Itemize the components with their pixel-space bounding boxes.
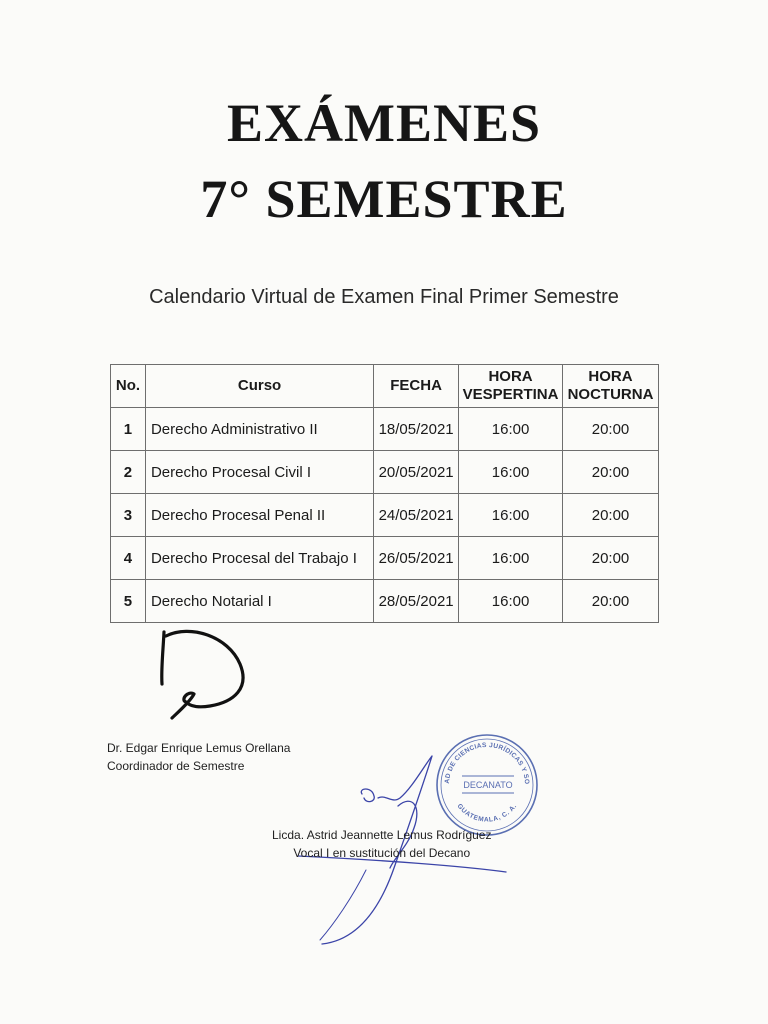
row-night-time: 20:00: [563, 537, 659, 580]
header-night-line2: NOCTURNA: [567, 386, 654, 403]
row-course: Derecho Procesal Civil I: [145, 451, 373, 494]
table-row: [111, 408, 659, 451]
table-header-row: [111, 365, 659, 408]
row-course: Derecho Procesal del Trabajo I: [145, 537, 373, 580]
row-date: 24/05/2021: [374, 494, 459, 537]
coordinator-signature: [150, 622, 260, 732]
row-number: 1: [111, 408, 146, 451]
table-row: [111, 494, 659, 537]
table-row: [111, 580, 659, 623]
header-no: No.: [111, 365, 146, 408]
row-date: 26/05/2021: [374, 537, 459, 580]
row-date: 28/05/2021: [374, 580, 459, 623]
title-line-2: 7° SEMESTRE: [200, 169, 568, 229]
header-night-time: [563, 365, 659, 408]
row-evening-time: 16:00: [459, 580, 563, 623]
row-evening-time: 16:00: [459, 494, 563, 537]
row-number: 5: [111, 580, 146, 623]
row-night-time: 20:00: [563, 580, 659, 623]
row-course: Derecho Procesal Penal II: [145, 494, 373, 537]
coordinator-title: Coordinador de Semestre: [107, 759, 245, 773]
document-subtitle: Calendario Virtual de Examen Final Primer Semestre: [149, 286, 619, 308]
coordinator-name: Dr. Edgar Enrique Lemus Orellana: [107, 741, 291, 755]
vocal-block: [272, 826, 491, 862]
row-number: 2: [111, 451, 146, 494]
row-night-time: 20:00: [563, 408, 659, 451]
row-date: 20/05/2021: [374, 451, 459, 494]
row-evening-time: 16:00: [459, 537, 563, 580]
exam-schedule-table: [110, 364, 659, 623]
row-evening-time: 16:00: [459, 408, 563, 451]
header-evening-time: [459, 365, 563, 408]
row-night-time: 20:00: [563, 494, 659, 537]
stamp-ring-text: FACULTAD DE CIENCIAS JURÍDICAS Y SOCIALES: [429, 725, 531, 785]
row-course: Derecho Notarial I: [145, 580, 373, 623]
row-course: Derecho Administrativo II: [145, 408, 373, 451]
stamp-center-text: DECANATO: [463, 780, 513, 790]
row-night-time: 20:00: [563, 451, 659, 494]
header-date: FECHA: [374, 365, 459, 408]
table-row: [111, 451, 659, 494]
header-evening-line2: VESPERTINA: [462, 386, 559, 403]
vocal-name: Licda. Astrid Jeannette Lemus Rodríguez: [272, 828, 492, 842]
table-row: [111, 537, 659, 580]
row-number: 4: [111, 537, 146, 580]
header-night-line1: HORA: [588, 368, 633, 385]
header-evening-line1: HORA: [488, 368, 533, 385]
row-number: 3: [111, 494, 146, 537]
row-evening-time: 16:00: [459, 451, 563, 494]
title-line-1: EXÁMENES: [226, 93, 542, 153]
vocal-title: Vocal I en sustitución del Decano: [293, 846, 471, 860]
header-course: Curso: [145, 365, 373, 408]
stamp-bottom-text: GUATEMALA, C. A.: [455, 802, 519, 824]
row-date: 18/05/2021: [374, 408, 459, 451]
